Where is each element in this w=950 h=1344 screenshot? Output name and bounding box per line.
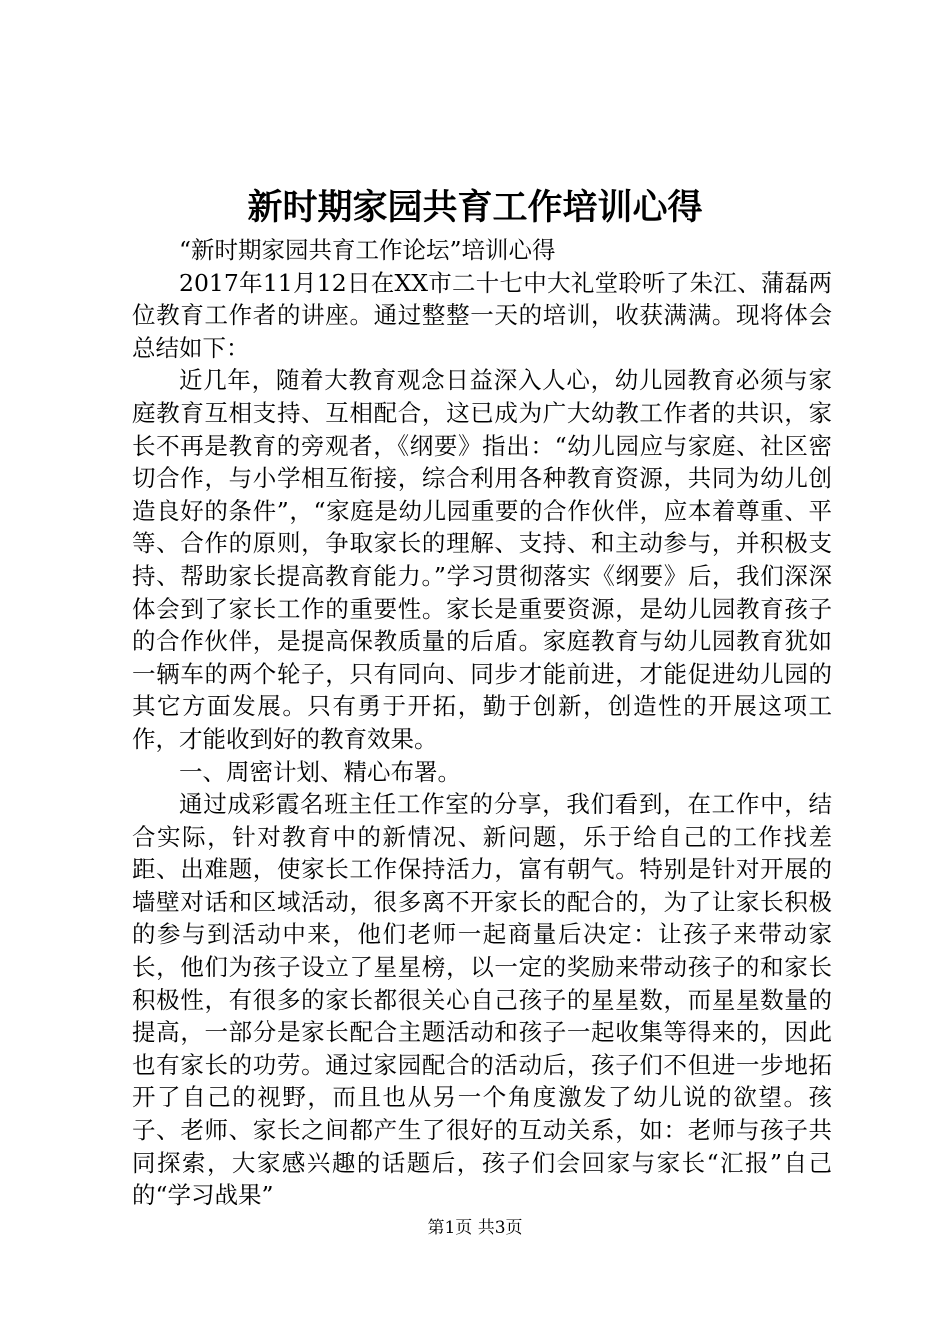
paragraph-intro: 2017年11月12日在XX市二十七中大礼堂聆听了朱江、蒲磊两位教育工作者的讲座。通过整整一天的培训，收获满满。现将体会总结如下： <box>132 268 832 362</box>
page-footer: 第1页 共3页 <box>427 1218 523 1238</box>
paragraph-subtitle: “新时期家园共育工作论坛”培训心得 <box>179 236 556 264</box>
document-body <box>132 234 832 1212</box>
paragraph-background: 近几年，随着大教育观念日益深入人心，幼儿园教育必须与家庭教育互相支持、互相配合，这已成为广大幼教工作者的共识，家长不再是教育的旁观者，《纲要》指出：“幼儿园应与家庭、社区密切合作，与小学相互衔接，综合利用各种教育资源，共同为幼儿创造良好的条件”，“家庭是幼儿园重要的合作伙伴，应本着尊重、平等、合作的原则，争取家长的理解、支持、和主动参与，并积极支持、帮助家长提高教育能力。”学习贯彻落实《纲要》后，我们深深体会到了家长工作的重要性。家长是重要资源，是幼儿园教育孩子的合作伙伴，是提高保教质量的后盾。家庭教育与幼儿园教育犹如一辆车的两个轮子，只有同向、同步才能前进，才能促进幼儿园的其它方面发展。只有勇于开拓，勤于创新，创造性的开展这项工作，才能收到好的教育效果。 <box>132 366 832 753</box>
document-title: 新时期家园共育工作培训心得 <box>247 187 703 228</box>
section-heading-1: 一、周密计划、精心布署。 <box>179 757 461 786</box>
paragraph-section-1: 通过成彩霞名班主任工作室的分享，我们看到，在工作中，结合实际，针对教育中的新情况、新问题，乐于给自己的工作找差距、出难题，使家长工作保持活力，富有朝气。特别是针对开展的墙壁对话和区域活动，很多离不开家长的配合的，为了让家长积极的参与到活动中来，他们老师一起商量后决定：让孩子来带动家长，他们为孩子设立了星星榜，以一定的奖励来带动孩子的和家长积极性，有很多的家长都很关心自己孩子的星星数，而星星数量的提高，一部分是家长配合主题活动和孩子一起收集等得来的，因此也有家长的功劳。通过家园配合的活动后，孩子们不但进一步地拓开了自己的视野，而且也从另一个角度激发了幼儿说的欲望。孩子、老师、家长之间都产生了很好的互动关系，如：老师与孩子共同探索，大家感兴趣的话题后，孩子们会回家与家长“汇报”自己的“学习战果” <box>132 790 832 1210</box>
